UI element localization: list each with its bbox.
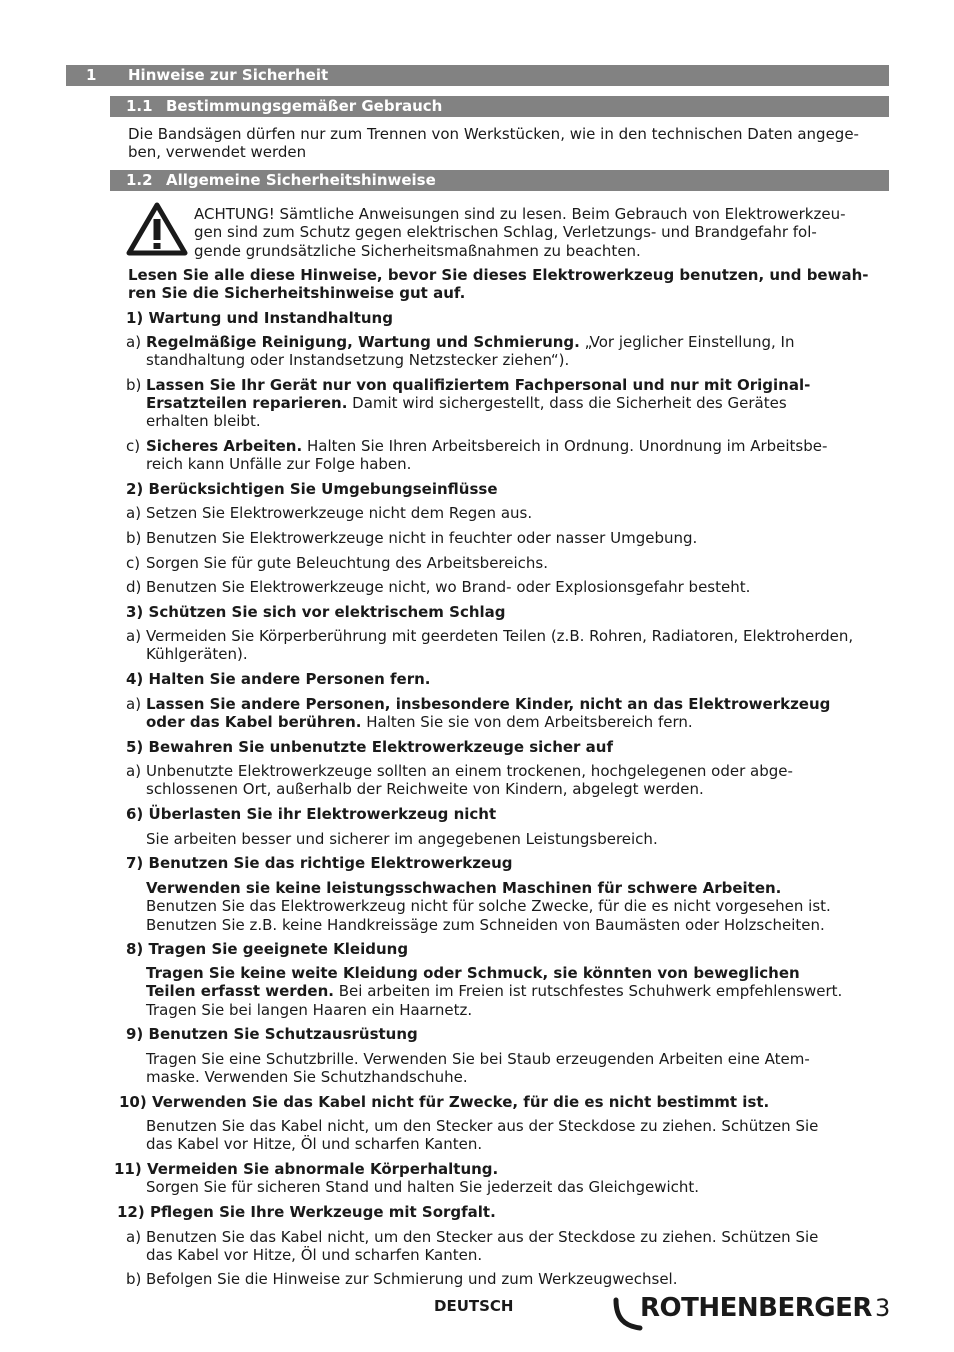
item-text: Benutzen Sie das Elektrowerkzeug nicht für solche Zwecke, für die es nicht vorgesehen ist. <box>146 897 831 916</box>
intro-text <box>128 266 869 303</box>
item-8-text <box>146 964 842 1019</box>
item-marker: c) <box>126 437 141 455</box>
section-number: 1.1 <box>126 97 153 115</box>
item-marker: a) <box>126 333 142 351</box>
subsection-number: 8) <box>126 940 144 958</box>
subsection-9-heading <box>126 1025 418 1043</box>
subsection-title: Berücksichtigen Sie Umgebungseinflüsse <box>148 480 498 498</box>
item-text: Tragen Sie bei langen Haaren ein Haarnetz. <box>146 1000 473 1019</box>
item-marker: a) <box>126 695 142 713</box>
subsection-number: 3) <box>126 603 144 621</box>
item-7-text <box>146 879 831 934</box>
item-text: Benutzen Sie z.B. keine Handkreissäge zum Schneiden von Baumästen oder Holzscheiten. <box>146 915 825 934</box>
text-line: gen sind zum Schutz gegen elektrischen Schlag, Verletzungs- und Brandgefahr fol- <box>194 223 817 242</box>
subsection-title: Benutzen Sie Schutzausrüstung <box>148 1025 418 1043</box>
item-bold: Ersatzteilen reparieren. <box>146 394 348 412</box>
item-10-text <box>146 1117 818 1154</box>
subsection-number: 9) <box>126 1025 144 1043</box>
subsection-number: 6) <box>126 805 144 823</box>
item-6-text: Sie arbeiten besser und sicherer im angegebenen Leistungsbereich. <box>146 830 658 848</box>
subsection-number: 11) <box>114 1160 142 1178</box>
subsection-title: Halten Sie andere Personen fern. <box>148 670 431 688</box>
item-text: erhalten bleibt. <box>146 412 261 430</box>
item-marker: a) <box>126 627 142 645</box>
item-bold: Regelmäßige Reinigung, Wartung und Schmierung. <box>146 333 580 351</box>
item-text: Benutzen Sie Elektrowerkzeuge nicht, wo Brand- oder Explosionsgefahr besteht. <box>146 578 751 596</box>
item-1c <box>126 437 828 473</box>
page-number: 3 <box>875 1294 891 1322</box>
item-3a <box>126 627 854 663</box>
subsection-title: Überlasten Sie ihr Elektrowerkzeug nicht <box>148 805 497 823</box>
item-2d <box>126 578 751 596</box>
item-marker: a) <box>126 504 142 522</box>
item-marker: a) <box>126 762 142 780</box>
subsection-number: 10) <box>119 1093 147 1111</box>
item-2c <box>126 554 548 572</box>
item-text: „Vor jeglicher Einstellung, In <box>579 333 795 351</box>
item-text: Sorgen Sie für gute Beleuchtung des Arbeitsbereichs. <box>146 554 548 572</box>
subsection-11-heading <box>114 1160 498 1178</box>
item-bold: Tragen Sie keine weite Kleidung oder Schmuck, sie könnten von beweglichen <box>146 964 800 982</box>
subsection-3-heading <box>126 603 506 621</box>
item-1b <box>126 376 811 430</box>
subsection-title: Benutzen Sie das richtige Elektrowerkzeug <box>148 854 513 872</box>
subsection-10-heading <box>119 1093 769 1111</box>
subsection-title: Pflegen Sie Ihre Werkzeuge mit Sorgfalt. <box>149 1203 496 1221</box>
item-2b <box>126 529 698 547</box>
item-text: Halten Sie Ihren Arbeitsbereich in Ordnung. Unordnung im Arbeitsbe- <box>302 437 828 455</box>
warning-text <box>194 205 846 260</box>
subsection-title: Wartung und Instandhaltung <box>148 309 393 327</box>
item-bold: Teilen erfasst werden. <box>146 982 334 1001</box>
item-text: reich kann Unfälle zur Folge haben. <box>146 455 412 473</box>
subsection-4-heading <box>126 670 430 688</box>
item-text: Befolgen Sie die Hinweise zur Schmierung und zum Werkzeugwechsel. <box>146 1270 678 1288</box>
item-9-text <box>146 1050 810 1087</box>
item-text: Setzen Sie Elektrowerkzeuge nicht dem Regen aus. <box>146 504 533 522</box>
item-text: das Kabel vor Hitze, Öl und scharfen Kanten. <box>146 1135 483 1154</box>
section-title: Bestimmungsgemäßer Gebrauch <box>166 97 443 115</box>
text-line: Lesen Sie alle diese Hinweise, bevor Sie dieses Elektrowerkzeug benutzen, und bewah- <box>128 266 869 284</box>
subsection-number: 5) <box>126 738 144 756</box>
item-text: Benutzen Sie das Kabel nicht, um den Stecker aus der Steckdose zu ziehen. Schützen Sie <box>146 1117 819 1135</box>
item-4a <box>126 695 831 731</box>
item-bold: oder das Kabel berühren. <box>146 713 362 731</box>
item-1a <box>126 333 795 369</box>
subsection-number: 12) <box>117 1203 145 1221</box>
item-text: Benutzen Sie das Kabel nicht, um den Stecker aus der Steckdose zu ziehen. Schützen Sie <box>146 1228 819 1246</box>
item-text: Vermeiden Sie Körperberührung mit geerdeten Teilen (z.B. Rohren, Radiatoren, Elektroherden, <box>146 627 854 645</box>
subsection-2-heading <box>126 480 498 498</box>
item-marker: b) <box>126 529 142 547</box>
item-text: Tragen Sie eine Schutzbrille. Verwenden Sie bei Staub erzeugenden Arbeiten eine Atem- <box>146 1050 810 1068</box>
subsection-number: 7) <box>126 854 144 872</box>
subsection-1-heading <box>126 309 393 327</box>
section-1-1-text <box>128 125 859 162</box>
item-marker: b) <box>126 1270 142 1288</box>
item-text: Kühlgeräten). <box>146 645 248 663</box>
warning-triangle-icon <box>126 202 188 256</box>
item-bold: Lassen Sie Ihr Gerät nur von qualifiziertem Fachpersonal und nur mit Original- <box>146 376 811 394</box>
item-text: Damit wird sichergestellt, dass die Sicherheit des Gerätes <box>347 394 787 412</box>
subsection-title: Tragen Sie geeignete Kleidung <box>148 940 409 958</box>
subsection-7-heading <box>126 854 513 872</box>
item-text: Bei arbeiten im Freien ist rutschfestes Schuhwerk empfehlenswert. <box>333 982 843 1001</box>
subsection-6-heading <box>126 805 496 823</box>
subsection-title: Vermeiden Sie abnormale Körperhaltung. <box>146 1160 499 1178</box>
text-line: ben, verwendet werden <box>128 143 307 162</box>
text-line: gende grundsätzliche Sicherheitsmaßnahmen zu beachten. <box>194 241 641 260</box>
item-text: maske. Verwenden Sie Schutzhandschuhe. <box>146 1068 468 1087</box>
section-title: Hinweise zur Sicherheit <box>128 66 329 84</box>
subsection-title: Schützen Sie sich vor elektrischem Schlag <box>148 603 506 621</box>
subsection-title: Bewahren Sie unbenutzte Elektrowerkzeuge sicher auf <box>148 738 613 756</box>
item-12b <box>126 1270 678 1288</box>
item-text: standhaltung oder Instandsetzung Netzstecker ziehen“). <box>146 351 570 369</box>
text-line: ACHTUNG! Sämtliche Anweisungen sind zu lesen. Beim Gebrauch von Elektrowerkzeu- <box>194 205 846 223</box>
text-line: Die Bandsägen dürfen nur zum Trennen von Werkstücken, wie in den technischen Daten angege- <box>128 125 859 143</box>
footer-language: DEUTSCH <box>434 1297 514 1315</box>
item-text: schlossenen Ort, außerhalb der Reichweite von Kindern, abgelegt werden. <box>146 780 704 798</box>
item-5a <box>126 762 793 798</box>
section-1-2-header <box>110 170 889 191</box>
item-text: Unbenutzte Elektrowerkzeuge sollten an einem trockenen, hochgelegenen oder abge- <box>146 762 793 780</box>
subsection-12-heading <box>117 1203 496 1221</box>
subsection-number: 2) <box>126 480 144 498</box>
section-number: 1.2 <box>126 171 153 189</box>
section-1-header <box>66 65 889 86</box>
item-marker: d) <box>126 578 142 596</box>
section-number: 1 <box>86 66 97 84</box>
item-marker: c) <box>126 554 141 572</box>
item-2a <box>126 504 533 522</box>
item-bold: Lassen Sie andere Personen, insbesondere Kinder, nicht an das Elektrowerkzeug <box>146 695 831 713</box>
subsection-title: Verwenden Sie das Kabel nicht für Zwecke, für die es nicht bestimmt ist. <box>151 1093 770 1111</box>
item-12a <box>126 1228 819 1264</box>
subsection-5-heading <box>126 738 613 756</box>
item-11-text: Sorgen Sie für sicheren Stand und halten Sie jederzeit das Gleichgewicht. <box>146 1178 700 1196</box>
item-text: Benutzen Sie Elektrowerkzeuge nicht in feuchter oder nasser Umgebung. <box>146 529 698 547</box>
section-1-1-header <box>110 96 889 117</box>
subsection-number: 1) <box>126 309 144 327</box>
brand-logo-text: ROTHENBERGER <box>640 1293 872 1323</box>
item-bold: Sicheres Arbeiten. <box>146 437 303 455</box>
subsection-number: 4) <box>126 670 144 688</box>
item-text: Halten Sie sie von dem Arbeitsbereich fern. <box>361 713 693 731</box>
item-marker: b) <box>126 376 142 394</box>
section-title: Allgemeine Sicherheitshinweise <box>166 171 436 189</box>
item-marker: a) <box>126 1228 142 1246</box>
text-line: ren Sie die Sicherheitshinweise gut auf. <box>128 284 466 303</box>
subsection-8-heading <box>126 940 408 958</box>
item-text: das Kabel vor Hitze, Öl und scharfen Kanten. <box>146 1246 483 1264</box>
item-bold: Verwenden sie keine leistungsschwachen Maschinen für schwere Arbeiten. <box>146 879 782 897</box>
